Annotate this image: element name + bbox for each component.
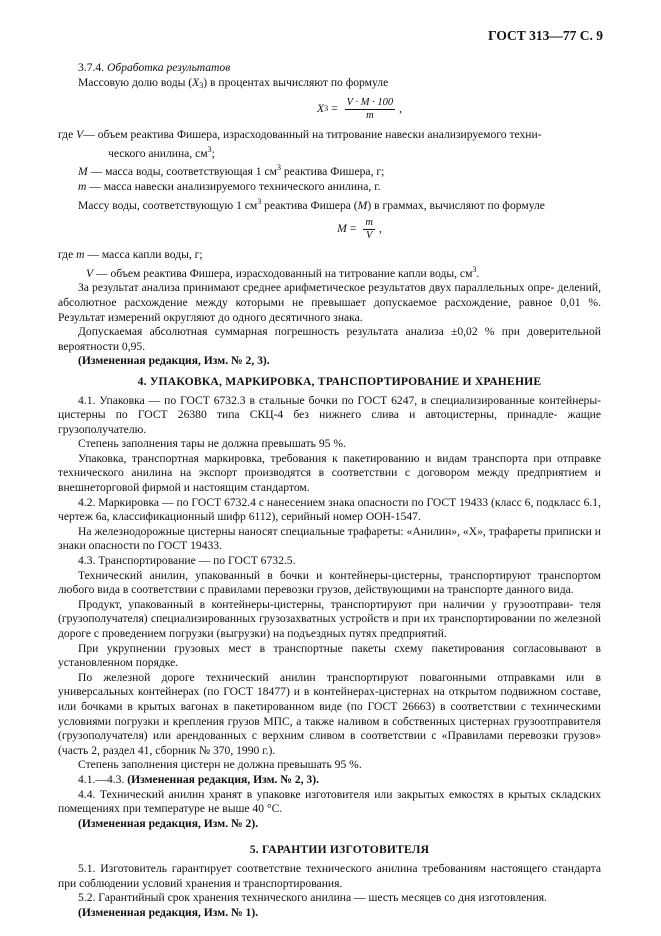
p-4-2: 4.2. Маркировка — по ГОСТ 6732.4 с нанесением знака опасности по ГОСТ 19433 (класс 6, подкласс 6.1, чертеж 6а, классификационный шифр 6112), серийный номер ООН-1547.: [58, 495, 601, 524]
formula-intro: Массовую долю воды $(X_3)$ в процентах вычисляют по формуле: [78, 75, 389, 90]
page-content: [58, 61, 601, 920]
p-product: Продукт, упакованный в контейнеры-цистерны, транспортируют при наличии у грузоотправи- теля (грузополучателя) специализированных грузозахватных устройств и при их транспортировании по железной дороге с проведением погрузки (выгрузки) на подъездных путях предприятий.: [58, 597, 601, 640]
edit-note-44: (Измененная редакция, Изм. № 2).: [78, 816, 259, 830]
edit-note-374: (Измененная редакция, Изм. № 2, 3).: [78, 354, 270, 368]
p-fill-degree: Степень заполнения тары не должна превышать 95 %.: [78, 437, 346, 451]
p-5-2: 5.2. Гарантийный срок хранения технического анилина — шесть месяцев со дня изготовления.: [78, 891, 547, 905]
p-4-1: 4.1. Упаковка — по ГОСТ 6732.3 в стальные бочки по ГОСТ 6247, в специализированные контейнеры-цистерны по ГОСТ 26380 типа СКЦ-4 без нижнего слива и автоцистерны, принадле- жащие грузополучателю.: [58, 393, 601, 436]
error-paragraph: Допускаемая абсолютная суммарная погрешность результата анализа ±0,02 % при доверительной вероятности 0,95.: [58, 325, 601, 353]
p-enlarge: При укрупнении грузовых мест в транспортные пакеты схему пакетирования согласовывают в установленном порядке.: [58, 641, 601, 670]
page-header: ГОСТ 313—77 С. 9: [488, 28, 603, 43]
formula-x3-fraction: $\frac{V \cdot M \cdot 100}{m}$: [346, 97, 394, 122]
p-4-4: 4.4. Технический анилин хранят в упаковке изготовителя или закрытых емкостях в крытых складских помещениях при температуре не выше 40 °С.: [58, 787, 601, 816]
where-M-definition: M — масса воды, соответствующая 1 $см^3$ реактива Фишера, г;: [78, 163, 385, 179]
where-v-drop: V — объем реактива Фишера, израсходованный на титрование капли воды, $см^3$.: [86, 264, 480, 280]
p-tank-fill: Степень заполнения цистерн не должна превышать 95 %.: [78, 758, 362, 772]
where-m-drop: где m — масса капли воды, г;: [58, 248, 203, 262]
where-v-definition: где V— объем реактива Фишера, израсходованный на титрование навески анализируемого техни-: [58, 128, 542, 142]
formula-M: M = $\frac{m}{V}$ ,: [337, 217, 382, 242]
p-rail-tanks: На железнодорожные цистерны наносят специальные трафареты: «Анилин», «Х», трафареты приписки и знаки опасности по ГОСТ 19433.: [58, 524, 601, 553]
where-m-definition: m — масса навески анализируемого технического анилина, г.: [78, 179, 381, 193]
section-4-heading: 4. УПАКОВКА, МАРКИРОВКА, ТРАНСПОРТИРОВАНИЕ И ХРАНЕНИЕ: [137, 374, 542, 388]
p-5-1: 5.1. Изготовитель гарантирует соответствие технического анилина требованиям настоящего стандарта при соблюдении условий хранения и транспортирования.: [58, 861, 601, 890]
formula-M-fraction: $\frac{m}{V}$: [365, 217, 373, 242]
p-tech-aniline: Технический анилин, упакованный в бочки и контейнеры-цистерны, транспортируют транспортом любого вида в соответствии с правилами перевозки грузов, действующими на транспорте данного вида.: [58, 568, 601, 597]
where-v-definition-cont: ческого анилина, $см^3$;: [108, 144, 215, 160]
p-railway: По железной дороге технический анилин транспортируют повагонными отправками или в универсальных контейнерах (по ГОСТ 18477) и в контейнерах-цистернах на открытом подвижном составе, или бочками в крытых вагонах в пакетированном виде (по ГОСТ 26663) в соответствии с техническими условиями погрузки и крепления грузов МПС, а также наливом в собственных цистернах грузоотправителя (грузополучателя) или арендованных с верхним сливом в соответствии с «Правилами перевозки грузов» (часть 2, раздел 41, сборник № 370, 1990 г.).: [58, 670, 601, 757]
edit-note-41-43: 4.1.—4.3. (Измененная редакция, Изм. № 2, 3).: [78, 772, 319, 786]
p-export: Упаковка, транспортная маркировка, требования к пакетированию и видам транспорта при отправке технического анилина на экспорт производятся в соответствии с договором между предприятием и внешнеторговой фирмой и настоящим стандартом.: [58, 451, 601, 495]
edit-note-5: (Измененная редакция, Изм. № 1).: [78, 905, 259, 919]
section-5-heading: 5. ГАРАНТИИ ИЗГОТОВИТЕЛЯ: [249, 843, 430, 857]
result-paragraph: За результат анализа принимают среднее арифметическое результатов двух параллельных опре- делений, абсолютное расхождение между которыми не превышает допускаемое расхождение, равное 0,01 %. Результат измерений округляют до одного десятичного знака.: [58, 281, 601, 324]
p-4-3: 4.3. Транспортирование — по ГОСТ 6732.5.: [78, 554, 296, 568]
section-374-title: 3.7.4. Обработка результатов: [78, 61, 231, 74]
formula-x3: X 3 = $\frac{V \cdot M \cdot 100}{m}$ ,: [316, 97, 403, 122]
water-mass-intro: Массу воды, соответствующую 1 $см^3$ реактива Фишера (M) в граммах, вычисляют по формуле: [78, 196, 545, 212]
